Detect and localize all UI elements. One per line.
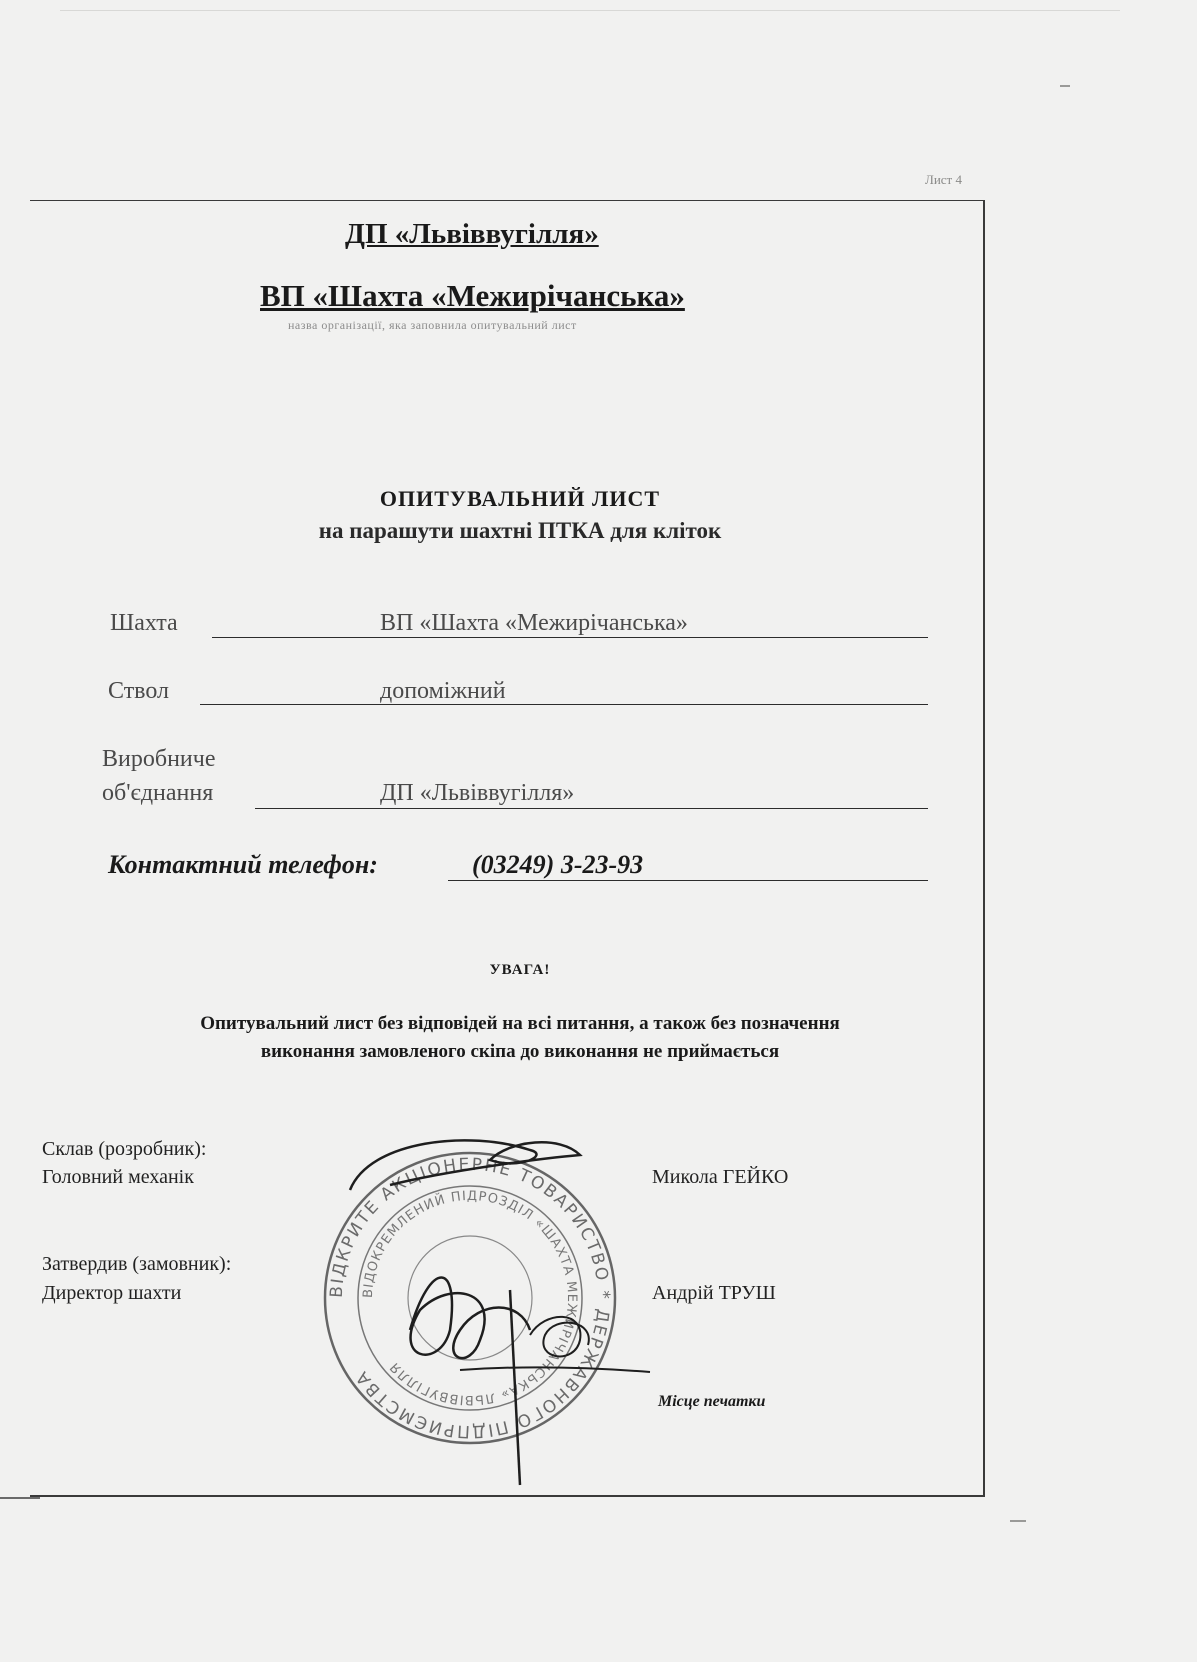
mine-label: Шахта (110, 610, 178, 636)
subdivision-name: ВП «Шахта «Межирічанська» (260, 278, 685, 313)
signature-stroke (510, 1290, 520, 1485)
phone-underline (448, 880, 928, 881)
signature-scribbles (330, 1130, 690, 1490)
stamp-place-label: Місце печатки (658, 1393, 766, 1410)
document-title: ОПИТУВАЛЬНИЙ ЛИСТ (379, 486, 661, 511)
shaft-value: допоміжний (380, 678, 506, 704)
mine-value: ВП «Шахта «Межирічанська» (380, 610, 688, 636)
association-underline (255, 808, 928, 809)
signature-underline (460, 1367, 650, 1372)
composer-name: Микола ГЕЙКО (652, 1166, 789, 1188)
enterprise-name: ДП «Львіввугілля» (345, 218, 599, 250)
shaft-label: Ствол (108, 678, 170, 704)
stamp-outer-text: ВІДКРИТЕ АКЦІОНЕРНЕ ТОВАРИСТВО * ДЕРЖАВНОГО ПІДПРИЄМСТВА (326, 1154, 614, 1442)
association-label-line2: об'єднання (102, 780, 214, 806)
composer-role: Склав (розробник): (42, 1138, 207, 1160)
approver-name: Андрій ТРУШ (652, 1282, 776, 1304)
page-number: Лист 4 (925, 172, 962, 187)
approver-role: Затвердив (замовник): (42, 1253, 232, 1275)
shaft-underline (200, 704, 928, 705)
frame-edge (0, 1497, 40, 1499)
warning-text (40, 1010, 1000, 1066)
warning-line-2: виконання замовленого скіпа до виконання не приймається (260, 1041, 780, 1062)
approver-position: Директор шахти (42, 1282, 182, 1304)
org-caption: назва організації, яка заповнила опитувальний лист (288, 318, 577, 332)
association-value: ДП «Львіввугілля» (380, 780, 575, 806)
warning-line-1: Опитувальний лист без відповідей на всі питання, а також без позначення (200, 1013, 840, 1034)
warning-title: УВАГА! (489, 962, 551, 978)
scan-edge (60, 10, 1120, 11)
document-subtitle: на парашути шахтні ПТКА для кліток (318, 518, 722, 543)
signature-composer (350, 1140, 580, 1190)
scan-speck (1060, 85, 1070, 87)
signature-loop (530, 1317, 589, 1357)
phone-value: (03249) 3-23-93 (472, 850, 644, 879)
scan-speck (1010, 1520, 1026, 1522)
association-label-line1: Виробниче (102, 746, 216, 772)
phone-label: Контактний телефон: (108, 850, 378, 879)
composer-position: Головний механік (42, 1166, 194, 1188)
mine-underline (212, 637, 928, 638)
stamp-inner-text: ВІДОКРЕМЛЕНИЙ ПІДРОЗДІЛ «ШАХТА МЕЖИРІЧАНСЬКА» ЛЬВІВВУГІЛЛЯ (360, 1188, 580, 1408)
